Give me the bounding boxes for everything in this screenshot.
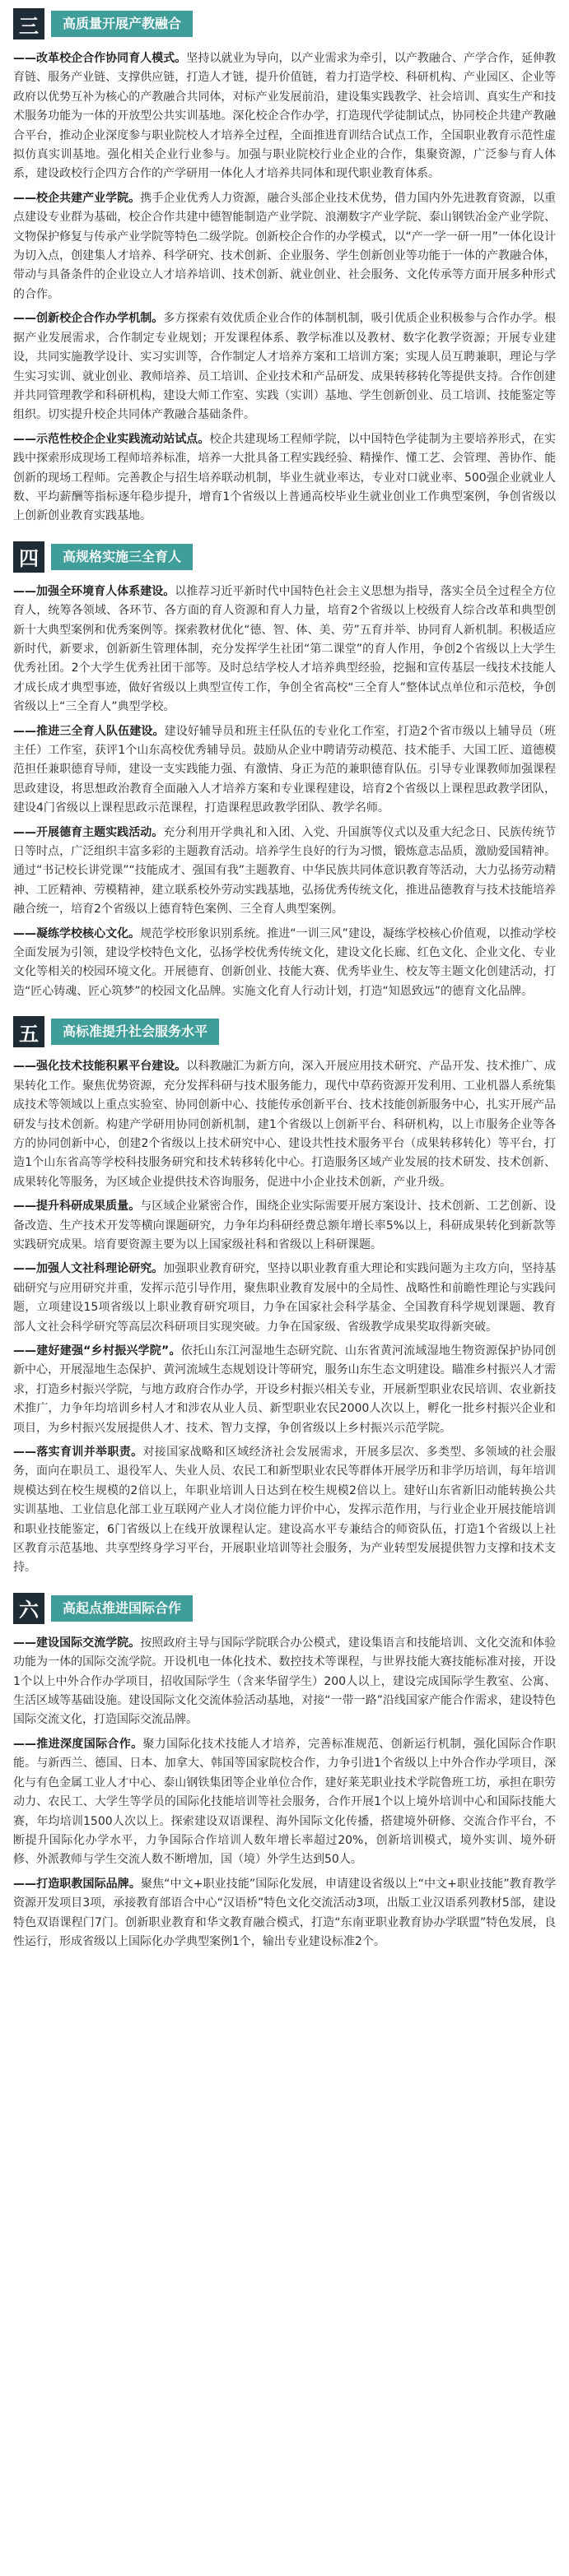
paragraph-lead: ——校企共建产业学院。: [13, 191, 141, 205]
paragraph-lead: ——推进三全育人队伍建设。: [13, 724, 165, 738]
paragraph: [13, 1342, 556, 1438]
paragraph-lead: ——推进深度国际合作。: [13, 1737, 143, 1751]
paragraph-body: 加强职业教育研究，坚持以职业教育重大理论和实践问题为主攻方向，坚持基础研究与应用研究并重，发挥示范引导作用，聚焦职业教育发展中的全局性、战略性和前瞻性理论与实践问题，立项建设15项省级以上职业教育研究项目，力争在国家社会科学基金、全国教育科学规划课题、教育部人文社会科学研究等高层次科研项目实现突破。力争在国家级、省级教学成果奖取得新突破。: [13, 1262, 557, 1334]
paragraph-body: 按照政府主导与国际学院联合办公模式，建设集语言和技能培训、文化交流和体验功能为一体的国际交流学院。开设机电一体化技术、数控技术等课程，与世界技能大赛技能标准对接，开设1个以上中外合作办学项目，招收国际学生（含来华留学生）200人以上，建设完成国际学生教室、公寓、生活区域等基础设施。建设国际文化交流体验活动基地，对接“一带一路”沿线国家产能合作需求，建设特色国际交流文化，打造国际交流品牌。: [13, 1636, 557, 1727]
paragraph-lead: ——打造职教国际品牌。: [13, 1877, 141, 1891]
section-title: 高标准提升社会服务水平: [51, 1019, 219, 1045]
paragraph-body: 规范学校形象识别系统。推进“一训三风”建设，凝练学校核心价值观，以推动学校全面发展为引领，建设学校特色文化，弘扬学校优秀传统文化，建设文化长廊、红色文化、企业文化、专业文化等相关的校园环境文化。开展德育、创新创业、技能大赛、优秀毕业生、校友等主题文化创建活动，打造“匠心铸魂、匠心筑梦”的校园文化品牌。实施文化育人行动计划，打造“知恩致远”的德育文化品牌。: [13, 926, 556, 998]
paragraph: [13, 430, 556, 527]
paragraph-body: 充分利用开学典礼和入团、入党、升国旗等仪式以及重大纪念日、民族传统节日等时点，广泛组织丰富多彩的主题教育活动。培养学生良好的行为习惯，锻炼意志品质，激励爱国精神。通过“书记校长讲党课”“技能成才、强国有我”主题教育、中华民族共同体意识教育等活动，大力弘扬劳动精神、工匠精神、劳模精神，建立联系校外劳动实践基地，弘扬优秀传统文化，推进品德教育与技术技能培养融合统一，培育2个省级以上德育特色案例、三全育人典型案例。: [13, 825, 557, 917]
paragraph-lead: ——改革校企合作协同育人模式。: [13, 52, 187, 65]
paragraph-body: 多方探索有效优质企业合作的体制机制，吸引优质企业积极参与合作办学。根据产业发展需求，合作制定专业规划；开发课程体系、教学标准以及教材、数字化教学资源；开展专业建设，共同实施教学设计、实习实训等，合作制定人才培养方案和工培训方案；实现人员互聘兼职，理论与学生实习实训、就业创业、教师培养、员工培训、企业技术和产品研发、成果转移转化等提供支持。合作创建并共同管理教学和科研机构，建设大师工作室、实践（实训）基地、学生创新创业、员工培训、技能鉴定等组织。切实提升校企共同体产教融合基础条件。: [13, 312, 557, 422]
paragraph: [13, 1875, 556, 1952]
paragraph-body: 依托山东江河湿地生态研究院、山东省黄河流域湿地生物资源保护协同创新中心，开展湿地生态保护、黄河流域生态规划设计等研究，服务山东生态文明建设。瞄准乡村振兴人才需求，打造乡村振兴学院，与地方政府合作办学，开设乡村振兴相关专业，开展新型职业农民培训、农业新技术推广，力争年均培训乡村人才和涉农从业人员、新型职业农民2000人次以上，孵化一批乡村振兴企业和项目，为乡村振兴发展提供人才、技术、智力支撑，争创省级以上乡村振兴示范学院。: [13, 1344, 556, 1435]
paragraph: [13, 1735, 556, 1870]
paragraph: [13, 1197, 556, 1255]
document: [0, 5, 569, 1965]
paragraph: [13, 925, 556, 1002]
paragraph-body: 以科教融汇为新方向，深入开展应用技术研究、产品开发、技术推广、成果转化工作。聚焦优势资源，充分发挥科研与技术服务能力，现代中草药资源开发利用、工业机器人系统集成技术等领域以上重点实验室、协同创新中心、技能传承创新平台、技术技能创新服务中心，扎实开展产品研发与技术创新。构建产学研用协同创新机制，建1个省级以上创新平台、科研机构，以上市服务企业等各方的协同创新中心，创建2个省级以上技术研究中心、建设共性技术服务平台（成果转移转化）等平台，打造1个山东省高等学校科技服务研究和技术转移转化中心。打造服务区域产业发展的技术研发、技术创新、成果转化等服务，为区域企业提供技术咨询服务，促进中小企业技术创新，产业升级。: [13, 1060, 556, 1189]
paragraph: [13, 722, 556, 819]
section-number: 四: [13, 541, 44, 573]
paragraph-body: 校企共建现场工程师学院，以中国特色学徒制为主要培养形式，在实践中探索形成现场工程师培养标准，培养一大批具备工程实践经验、精操作、懂工艺、会管理、善协作、能创新的现场工程师。完善教企与招生培养联动机制，毕业生就业率达，专业对口就业率、500强企业就业人数、平均薪酬等指标逐年稳步提升，增育1个省级以上普通高校毕业生就业创业工作典型案例，争创省级以上创新创业教育实践基地。: [13, 432, 557, 523]
paragraph-lead: ——建好建强“乡村振兴学院”。: [13, 1344, 181, 1358]
paragraph-lead: ——提升科研成果质量。: [13, 1200, 141, 1214]
paragraph-body: 对接国家战略和区域经济社会发展需求，开展多层次、多类型、多领域的社会服务，面向在职员工、退役军人、失业人员、农民工和新型职业农民等群体开展学历和非学历培训，每年培训规模达到在校生规模的2倍以上，年职业培训人日达到在校生规模2倍以上。建好山东省新旧动能转换公共实训基地、工业信息化部工业互联网产业人才岗位能力评价中心，发挥示范作用，与行业企业开展技能培训和职业技能鉴定，6门省级以上在线开放课程认定。建设高水平专兼结合的师资队伍，打造1个省级以上社区教育示范基地、共享型终身学习平台，开展职业培训等社会服务，为产业转型发展提供智力支撑和技术支持。: [13, 1446, 557, 1575]
paragraph: [13, 1634, 556, 1730]
section-number: 六: [13, 1593, 44, 1624]
paragraph-lead: ——强化技术技能积累平台建设。: [13, 1060, 187, 1074]
paragraph-lead: ——建设国际交流学院。: [13, 1636, 141, 1650]
paragraph-body: 以推荐习近平新时代中国特色社会主义思想为指导，落实全员全过程全方位育人，统筹各领域、各环节、各方面的育人资源和育人力量，培育2个省级以上校级育人综合改革和典型创新十大典型案例和优秀案例等。探索教材优化“德、智、体、美、劳”五育并举、协同育人新机制。积极适应新时代，新要求，创新新生管理体制，充分发挥学生社团“第二课堂”的育人作用，争创2个省级以上大学生优秀社团。2个大学生优秀社团干部等。及时总结学校人才培养典型经验，挖掘和宣传基层一线技术技能人才成长成才典型事迹，做好省级以上典型宣传工作，争创全省高校“三全育人”整体试点单位和示范校，争创省级以上“三全育人”典型学校。: [13, 584, 557, 714]
paragraph: [13, 189, 556, 304]
paragraph-lead: ——创新校企合作办学机制。: [13, 312, 164, 326]
paragraph-lead: ——凝练学校核心文化。: [13, 926, 141, 940]
section-header: [13, 1590, 556, 1627]
paragraph-lead: ——加强人文社科理论研究。: [13, 1262, 164, 1276]
section-header: [13, 538, 556, 576]
paragraph-body: 携手企业优秀人力资源，融合头部企业技术优势，借力国内外先进教育资源，以重点建设专业群为基础，校企合作共建中德智能制造产业学院、浪潮数字产业学院、泰山钢铁冶金产业学院、文物保护修复与传承产业学院等特色二级学院。创新校企合作的办学模式，以“产一学一研一用”一体化设计为切入点，创建集人才培养、科学研究、技术创新、企业服务、学生创新创业等功能于一体的产教融合体，带动与具备条件的企业设立人才培养培训、技术创新、就业创业、社会服务、文化传承等方面开展多种形式的合作。: [13, 191, 557, 301]
paragraph: [13, 824, 556, 920]
section-header: [13, 1013, 556, 1051]
paragraph-body: 建设好辅导员和班主任队伍的专业化工作室，打造2个省市级以上辅导员（班主任）工作室，获评1个山东高校优秀辅导员。鼓励从企业中聘请劳动模范、技术能手、大国工匠、道德模范担任兼职德育导师，建设一支实践能力强、有激情、身正为范的兼职德育队伍。引导专业课教师加强课程思政建设，将思想政治教育全面融入人才培养方案和专业课程建设，培育2个省级以上课程思政教学团队，建设4门省级以上课程思政示范课程，打造课程思政教学团队、教学名师。: [13, 724, 556, 815]
section-number: 三: [13, 8, 44, 39]
paragraph-body: 聚力国际化技术技能人才培养，完善标准规范、创新运行机制，强化国际合作职能。与新西兰、德国、日本、加拿大、韩国等国家院校合作，力争引进1个省级以上中外合作办学项目，深化与有色金属工业人才中心、泰山钢铁集团等企业单位合作，建好莱芜职业技术学院鲁班工坊，承担在职劳动力、农民工、大学生等学员的国际化技能培训等社会服务，合作开展1个以上境外培训中心和国际技能大赛，年均培训1500人次以上。探索建设双语课程、海外国际文化传播，搭建境外研修、交流合作平台，不断提升国际化办学水平，力争国际合作培训人数年增长率超过20%，创新培训模式，境外实训、境外研修、外派教师与学生交流人数不断增加，国（境）外学生达到50人。: [13, 1737, 557, 1867]
section-title: 高规格实施三全育人: [51, 544, 193, 570]
paragraph: [13, 583, 556, 717]
section-title: 高质量开展产教融合: [51, 11, 193, 37]
paragraph-lead: ——开展德育主题实践活动。: [13, 825, 164, 839]
paragraph: [13, 1057, 556, 1192]
paragraph-body: 与区域企业紧密合作，围绕企业实际需要开展方案设计、技术创新、工艺创新、设备改造、生产技术开发等横向课题研究，力争年均科研经费总额年增长率5%以上，科研成果转化到新款等实践研究成果。培育要资源主要为以上国家级社科和省级以上科研课题。: [13, 1200, 557, 1251]
paragraph-lead: ——落实育训并举职责。: [13, 1446, 143, 1459]
section-title: 高起点推进国际合作: [51, 1595, 193, 1622]
paragraph: [13, 1260, 556, 1337]
paragraph: [13, 49, 556, 184]
section-number: 五: [13, 1016, 44, 1047]
paragraph: [13, 309, 556, 425]
paragraph-lead: ——加强全环境育人体系建设。: [13, 584, 175, 598]
paragraph-body: 聚焦“中文+职业技能”国际化发展，申请建设省级以上“中文+职业技能”教育教学资源开发项目3项，承接教育部语合中心“汉语桥”特色文化交流活动3项，出版工业汉语系列教材5部，建设特色双语课程门7门。创新职业教育和华文教育融合模式，打造“东南亚职业教育协办学联盟”特色发展，良性运行，形成省级以上国际化办学典型案例1个，输出专业建设标准2个。: [13, 1877, 556, 1948]
paragraph-body: 坚持以就业为导向，以产业需求为牵引，以产教融合、产学合作，延伸教育链、服务产业链、支撑供应链，打造人才链，提升价值链，着力打造学校、科研机构、产业园区、企业等政府以优势互补为核心的产教融合共同体，对标产业发展前沿，建设集实践教学、社会培训、真实生产和技术服务功能为一体的开放型公共实训基地。深化校企合作办学，打造现代学徒制试点，协同校企共建产教融合平台，推动企业深度参与职业院校人才培养全过程，全面推进育训结合试点工作，全国职业教育示范性虚拟仿真实训基地。强化相关企业行业参与。加强与职业院校行业企业的合作，集聚资源，广泛参与育人体系，建设政校行企四方合作的产学研用一体化人才培养共同体和现代职业教育体系。: [13, 52, 556, 181]
paragraph: [13, 1443, 556, 1578]
section-header: [13, 5, 556, 43]
paragraph-lead: ——示范性校企企业实践流动站试点。: [13, 432, 210, 446]
